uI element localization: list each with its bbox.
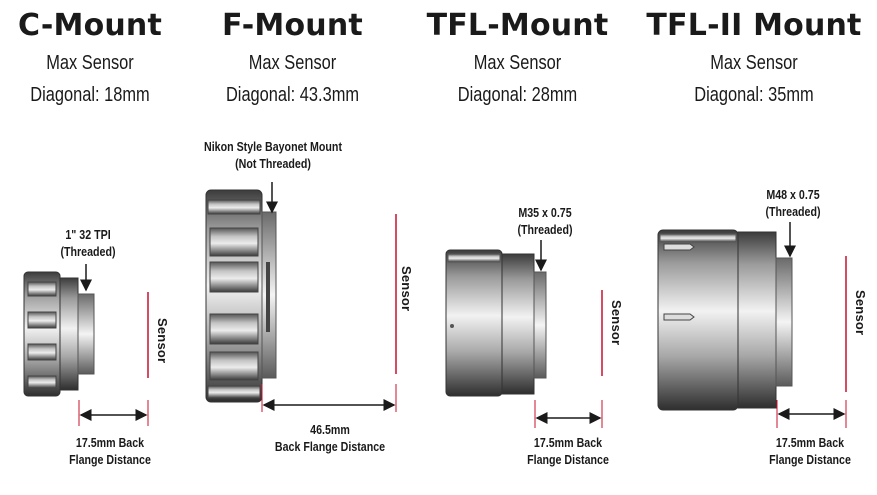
c-mount-distance-value: 17.5mm Back — [75, 435, 145, 450]
f-mount-thread-spec: Nikon Style Bayonet Mount — [203, 139, 342, 154]
f-mount-subtitle: Max Sensor — [248, 52, 337, 74]
tfl-ii-mount-distance-caption: Flange Distance — [769, 452, 851, 467]
tfl-mount-thread-type: (Threaded) — [517, 222, 573, 237]
c-mount-distance-label — [59, 434, 161, 468]
f-mount-lens-body — [206, 190, 276, 402]
c-mount-lens-body — [24, 272, 94, 396]
f-mount-distance-value: 46.5mm — [310, 422, 350, 437]
tfl-ii-mount-subtitle: Max Sensor — [710, 52, 798, 74]
c-mount-sensor-label: Sensor — [155, 318, 170, 364]
tfl-mount-distance-caption: Flange Distance — [527, 452, 609, 467]
f-mount-thread-label — [195, 138, 351, 172]
tfl-ii-mount-diagonal: Diagonal: 35mm — [694, 84, 814, 106]
f-mount-sensor-label: Sensor — [399, 266, 414, 312]
tfl-ii-mount-thread-label — [754, 186, 831, 220]
tfl-ii-mount-thread-type: (Threaded) — [765, 204, 821, 219]
c-mount-title: C-Mount — [17, 8, 163, 43]
f-mount-thread-type: (Not Threaded) — [235, 156, 311, 171]
tfl-ii-mount-distance-value: 17.5mm Back — [775, 435, 845, 450]
c-mount-thread-label — [54, 226, 123, 260]
c-mount-thread-type: (Threaded) — [60, 244, 116, 259]
f-mount-title: F-Mount — [222, 8, 363, 43]
tfl-mount-distance-value: 17.5mm Back — [533, 435, 603, 450]
tfl-ii-mount-distance-label — [759, 434, 861, 468]
f-mount-distance-caption: Back Flange Distance — [274, 439, 386, 454]
tfl-mount-sensor-label: Sensor — [609, 300, 624, 346]
tfl-mount-thread-spec: M35 x 0.75 — [518, 205, 572, 220]
c-mount-distance-caption: Flange Distance — [69, 452, 151, 467]
tfl-ii-mount-sensor-label: Sensor — [853, 290, 868, 336]
tfl-mount-thread-label — [506, 204, 583, 238]
c-mount-diagonal: Diagonal: 18mm — [30, 84, 150, 106]
tfl-mount-distance-label — [517, 434, 619, 468]
tfl-mount-diagonal: Diagonal: 28mm — [457, 84, 578, 106]
f-mount-diagonal: Diagonal: 43.3mm — [225, 84, 360, 106]
f-mount-distance-label — [266, 421, 394, 455]
c-mount-thread-spec: 1" 32 TPI — [65, 227, 111, 242]
tfl-ii-mount-lens-body — [658, 230, 792, 410]
tfl-ii-mount-thread-spec: M48 x 0.75 — [766, 187, 820, 202]
tfl-mount-subtitle: Max Sensor — [473, 52, 562, 74]
tfl-mount-title: TFL-Mount — [426, 8, 609, 43]
tfl-mount-lens-body — [446, 250, 546, 396]
c-mount-subtitle: Max Sensor — [46, 52, 134, 74]
tfl-ii-mount-title: TFL-II Mount — [646, 8, 862, 43]
